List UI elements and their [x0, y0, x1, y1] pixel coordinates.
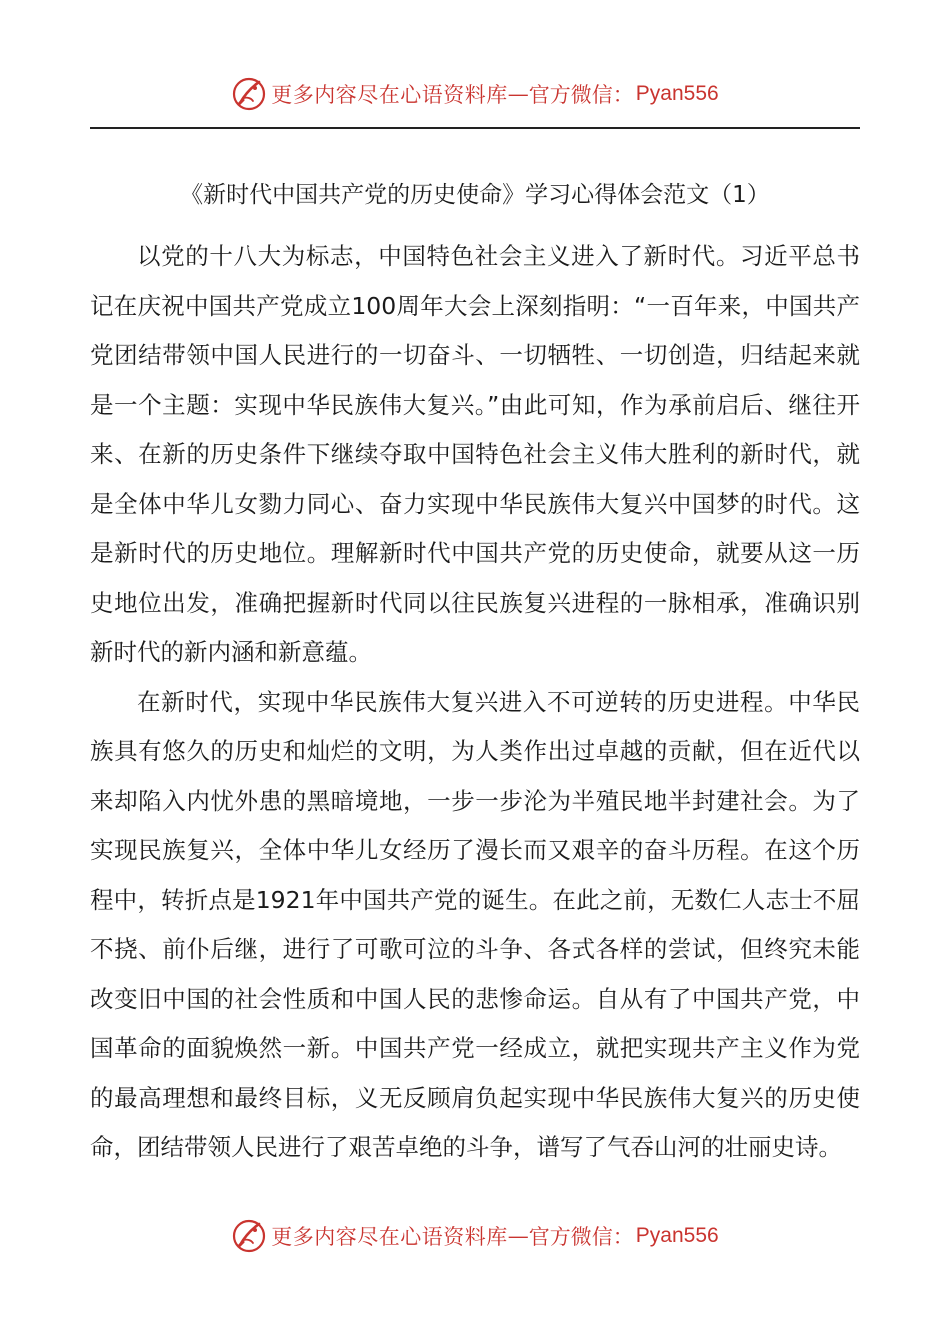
header-separator: — — [507, 82, 529, 106]
paragraph-2: 在新时代，实现中华民族伟大复兴进入不可逆转的历史进程。中华民族具有悠久的历史和灿烂的文明，为人类作出过卓越的贡献，但在近代以来却陷入内忧外患的黑暗境地，一步一步沦为半殖民地半封建社会。为了实现民族复兴，全体中华儿女经历了漫长而又艰辛的奋斗历程。在这个历程中，转折点是1921年中国共产党的诞生。在此之前，无数仁人志士不屈不挠、前仆后继，进行了可歌可泣的斗争、各式各样的尝试，但终究未能改变旧中国的社会性质和中国人民的悲惨命运。自从有了中国共产党，中国革命的面貌焕然一新。中国共产党一经成立，就把实现共产主义作为党的最高理想和最终目标，义无反顾肩负起实现中华民族伟大复兴的历史使命，团结带领人民进行了艰苦卓绝的斗争，谱写了气吞山河的壮丽史诗。 — [90, 687, 860, 1161]
header-wechat-label: 官方微信： — [528, 83, 634, 107]
document-body — [90, 232, 860, 1173]
header-divider — [90, 127, 860, 129]
pen-logo-icon — [231, 76, 267, 112]
header-banner — [0, 72, 950, 116]
footer-wechat-label: 官方微信： — [528, 1225, 634, 1249]
footer-banner — [0, 1214, 950, 1258]
paragraph-1: 以党的十八大为标志，中国特色社会主义进入了新时代。习近平总书记在庆祝中国共产党成立100周年大会上深刻指明：“一百年来，中国共产党团结带领中国人民进行的一切奋斗、一切牺牲、一切创造，归结起来就是一个主题：实现中华民族伟大复兴。”由此可知，作为承前启后、继往开来、在新的历史条件下继续夺取中国特色社会主义伟大胜利的新时代，就是全体中华儿女勠力同心、奋力实现中华民族伟大复兴中国梦的时代。这是新时代的历史地位。理解新时代中国共产党的历史使命，就要从这一历史地位出发，准确把握新时代同以往民族复兴进程的一脉相承，准确识别新时代的新内涵和新意蕴。 — [90, 242, 860, 666]
footer-wechat-id: Pyan556 — [635, 1224, 719, 1247]
pen-logo-icon — [231, 1218, 267, 1254]
footer-separator: — — [507, 1224, 529, 1248]
header-wechat-id: Pyan556 — [635, 82, 719, 105]
footer-promo-text: 更多内容尽在心语资料库 — [271, 1225, 508, 1249]
header-promo-text: 更多内容尽在心语资料库 — [271, 83, 508, 107]
document-title: 《新时代中国共产党的历史使命》学习心得体会范文（1） — [180, 182, 770, 208]
